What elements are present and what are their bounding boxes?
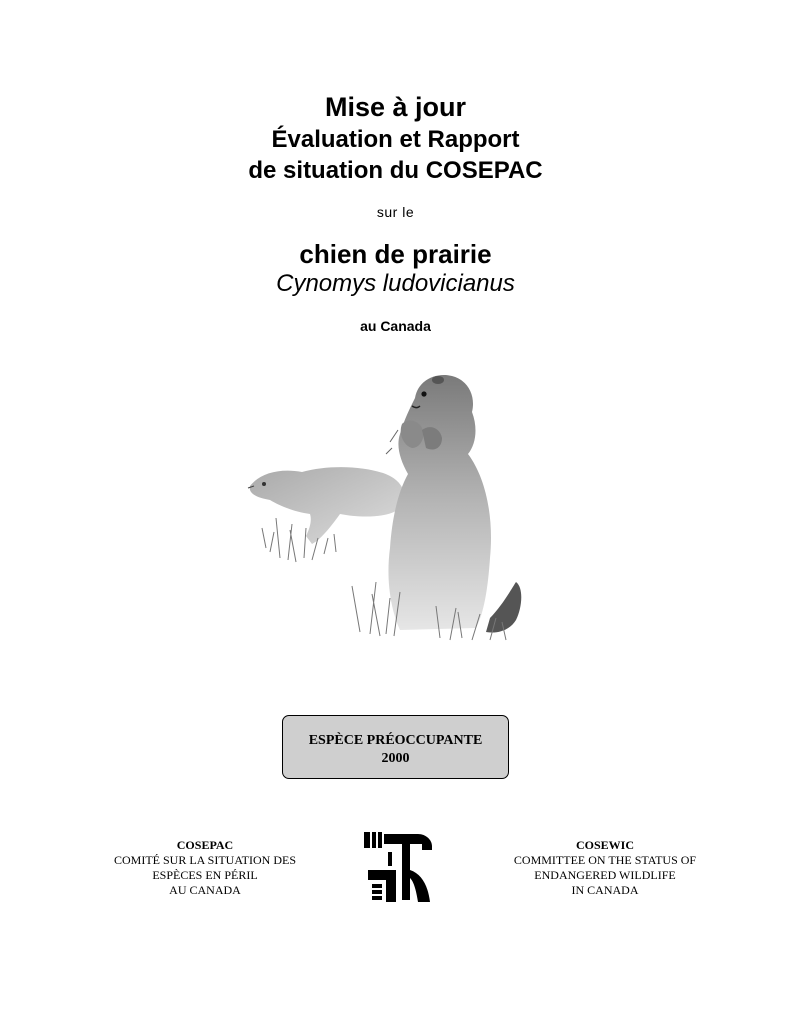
background-prairie-dog: [248, 467, 404, 544]
foreground-prairie-dog: [386, 375, 521, 633]
cosewic-line-3: IN CANADA: [571, 883, 639, 897]
cosewic-block: [490, 838, 720, 898]
cosewic-logo-icon: [362, 830, 434, 904]
species-common-name: chien de prairie: [299, 239, 492, 269]
species-scientific-name: Cynomys ludovicianus: [276, 270, 515, 297]
species-region: au Canada: [360, 318, 431, 334]
cosepac-line-2: ESPÈCES EN PÉRIL: [152, 868, 258, 882]
status-designation: ESPÈCE PRÉOCCUPANTE: [308, 733, 483, 748]
cosepac-line-1: COMITÉ SUR LA SITUATION DES: [113, 853, 296, 867]
cosepac-block: [90, 838, 320, 898]
status-designation-box: [282, 715, 509, 779]
title-line-assessment: Évaluation et Rapport: [271, 126, 520, 153]
cosewic-line-2: ENDANGERED WILDLIFE: [534, 868, 676, 882]
prairie-dog-drawing-icon: [240, 368, 560, 668]
subtitle-connector: sur le: [376, 204, 415, 220]
cosepac-line-3: AU CANADA: [169, 883, 241, 897]
cosepac-acronym: COSEPAC: [176, 838, 234, 852]
cosewic-acronym: COSEWIC: [575, 838, 634, 852]
report-title: [0, 90, 791, 186]
cosewic-line-1: COMMITTEE ON THE STATUS OF: [513, 853, 697, 867]
status-year: 2000: [381, 751, 410, 766]
title-line-update: Mise à jour: [324, 92, 467, 122]
title-line-status-report: de situation du COSEPAC: [248, 157, 543, 184]
